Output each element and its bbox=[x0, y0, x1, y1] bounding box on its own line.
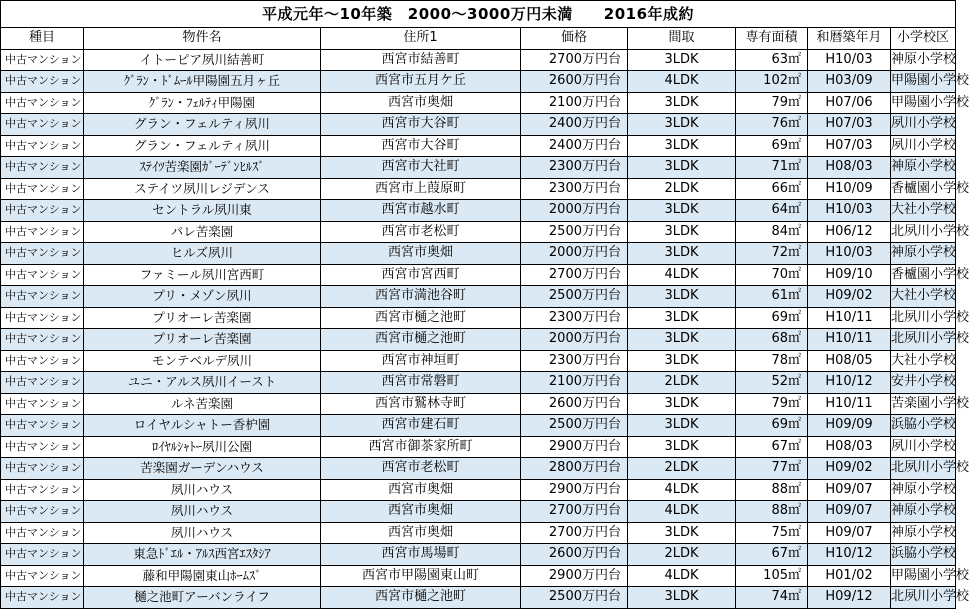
cell-type[interactable]: 中古マンション bbox=[1, 458, 84, 480]
cell-built[interactable]: H09/07 bbox=[808, 501, 891, 523]
cell-type[interactable]: 中古マンション bbox=[1, 264, 84, 286]
cell-built[interactable]: H09/12 bbox=[808, 587, 891, 609]
cell-price[interactable]: 2300万円台 bbox=[521, 350, 628, 372]
cell-school[interactable]: 大社小学校 bbox=[891, 200, 956, 222]
cell-area[interactable]: 74㎡ bbox=[736, 587, 808, 609]
cell-layout[interactable]: 3LDK bbox=[628, 415, 736, 437]
header-cell-built[interactable]: 和暦築年月 bbox=[808, 28, 891, 50]
table-row bbox=[1, 200, 956, 222]
cell-price[interactable]: 2700万円台 bbox=[521, 49, 628, 71]
cell-type[interactable]: 中古マンション bbox=[1, 415, 84, 437]
cell-school[interactable]: 安井小学校 bbox=[891, 372, 956, 394]
table-row bbox=[1, 49, 956, 71]
cell-type[interactable]: 中古マンション bbox=[1, 350, 84, 372]
cell-name[interactable]: パレ苦楽園 bbox=[84, 221, 321, 243]
cell-address[interactable]: 西宮市結善町 bbox=[321, 49, 521, 71]
cell-type[interactable]: 中古マンション bbox=[1, 243, 84, 265]
cell-type[interactable]: 中古マンション bbox=[1, 587, 84, 609]
cell-built[interactable]: H07/03 bbox=[808, 114, 891, 136]
cell-type[interactable]: 中古マンション bbox=[1, 565, 84, 587]
cell-school[interactable]: 大社小学校 bbox=[891, 286, 956, 308]
cell-layout[interactable]: 4LDK bbox=[628, 501, 736, 523]
header-cell-name[interactable]: 物件名 bbox=[84, 28, 321, 50]
table-row bbox=[1, 71, 956, 93]
cell-layout[interactable]: 3LDK bbox=[628, 522, 736, 544]
cell-school[interactable]: 甲陽園小学校 bbox=[891, 565, 956, 587]
cell-layout[interactable]: 3LDK bbox=[628, 200, 736, 222]
cell-layout[interactable]: 2LDK bbox=[628, 544, 736, 566]
cell-built[interactable]: H09/07 bbox=[808, 479, 891, 501]
cell-price[interactable]: 2000万円台 bbox=[521, 329, 628, 351]
cell-price[interactable]: 2900万円台 bbox=[521, 436, 628, 458]
table-row bbox=[1, 458, 956, 480]
cell-name[interactable]: ステイツ夙川レジデンス bbox=[84, 178, 321, 200]
cell-built[interactable]: H09/02 bbox=[808, 458, 891, 480]
cell-type[interactable]: 中古マンション bbox=[1, 157, 84, 179]
table-row bbox=[1, 501, 956, 523]
header-row bbox=[1, 28, 956, 50]
cell-address[interactable]: 西宮市樋之池町 bbox=[321, 307, 521, 329]
cell-price[interactable]: 2900万円台 bbox=[521, 565, 628, 587]
cell-type[interactable]: 中古マンション bbox=[1, 286, 84, 308]
cell-price[interactable]: 2700万円台 bbox=[521, 522, 628, 544]
cell-address[interactable]: 西宮市宮西町 bbox=[321, 264, 521, 286]
cell-built[interactable]: H03/09 bbox=[808, 71, 891, 93]
cell-school[interactable]: 神原小学校 bbox=[891, 243, 956, 265]
sheet-title[interactable]: 平成元年～10年築 2000～3000万円未満 2016年成約 bbox=[1, 1, 956, 28]
cell-layout[interactable]: 3LDK bbox=[628, 243, 736, 265]
cell-price[interactable]: 2500万円台 bbox=[521, 221, 628, 243]
header-cell-address[interactable]: 住所1 bbox=[321, 28, 521, 50]
cell-area[interactable]: 78㎡ bbox=[736, 350, 808, 372]
cell-school[interactable]: 香櫨園小学校 bbox=[891, 264, 956, 286]
table-row bbox=[1, 393, 956, 415]
cell-built[interactable]: H10/03 bbox=[808, 200, 891, 222]
cell-built[interactable]: H10/11 bbox=[808, 393, 891, 415]
cell-area[interactable]: 102㎡ bbox=[736, 71, 808, 93]
cell-type[interactable]: 中古マンション bbox=[1, 544, 84, 566]
cell-layout[interactable]: 3LDK bbox=[628, 587, 736, 609]
cell-price[interactable]: 2500万円台 bbox=[521, 415, 628, 437]
cell-built[interactable]: H10/03 bbox=[808, 49, 891, 71]
cell-school[interactable]: 浜脇小学校 bbox=[891, 415, 956, 437]
cell-layout[interactable]: 4LDK bbox=[628, 264, 736, 286]
cell-school[interactable]: 神原小学校 bbox=[891, 501, 956, 523]
cell-type[interactable]: 中古マンション bbox=[1, 114, 84, 136]
cell-name[interactable]: ﾛｲﾔﾙｼｬﾄｰ夙川公園 bbox=[84, 436, 321, 458]
cell-address[interactable]: 西宮市大谷町 bbox=[321, 114, 521, 136]
cell-name[interactable]: プリオーレ苦楽園 bbox=[84, 307, 321, 329]
cell-built[interactable]: H09/02 bbox=[808, 286, 891, 308]
cell-school[interactable]: 北夙川小学校 bbox=[891, 329, 956, 351]
cell-layout[interactable]: 3LDK bbox=[628, 221, 736, 243]
cell-type[interactable]: 中古マンション bbox=[1, 436, 84, 458]
cell-type[interactable]: 中古マンション bbox=[1, 49, 84, 71]
cell-built[interactable]: H01/02 bbox=[808, 565, 891, 587]
cell-type[interactable]: 中古マンション bbox=[1, 522, 84, 544]
cell-built[interactable]: H09/10 bbox=[808, 264, 891, 286]
cell-address[interactable]: 西宮市奥畑 bbox=[321, 243, 521, 265]
cell-built[interactable]: H08/03 bbox=[808, 436, 891, 458]
cell-school[interactable]: 神原小学校 bbox=[891, 157, 956, 179]
cell-price[interactable]: 2500万円台 bbox=[521, 587, 628, 609]
cell-layout[interactable]: 3LDK bbox=[628, 307, 736, 329]
cell-built[interactable]: H10/12 bbox=[808, 372, 891, 394]
cell-name[interactable]: ルネ苦楽園 bbox=[84, 393, 321, 415]
cell-price[interactable]: 2700万円台 bbox=[521, 264, 628, 286]
cell-address[interactable]: 西宮市奥畑 bbox=[321, 501, 521, 523]
cell-address[interactable]: 西宮市老松町 bbox=[321, 221, 521, 243]
cell-price[interactable]: 2400万円台 bbox=[521, 135, 628, 157]
cell-layout[interactable]: 2LDK bbox=[628, 372, 736, 394]
cell-layout[interactable]: 3LDK bbox=[628, 436, 736, 458]
cell-layout[interactable]: 3LDK bbox=[628, 157, 736, 179]
cell-address[interactable]: 西宮市常磐町 bbox=[321, 372, 521, 394]
cell-price[interactable]: 2100万円台 bbox=[521, 372, 628, 394]
table-row bbox=[1, 329, 956, 351]
cell-name[interactable]: ユニ・アルス夙川イースト bbox=[84, 372, 321, 394]
cell-area[interactable]: 84㎡ bbox=[736, 221, 808, 243]
cell-name[interactable]: ファミール夙川宮西町 bbox=[84, 264, 321, 286]
cell-built[interactable]: H10/11 bbox=[808, 329, 891, 351]
cell-area[interactable]: 71㎡ bbox=[736, 157, 808, 179]
cell-school[interactable]: 苦楽園小学校 bbox=[891, 393, 956, 415]
cell-price[interactable]: 2600万円台 bbox=[521, 71, 628, 93]
cell-name[interactable]: 苦楽園ガーデンハウス bbox=[84, 458, 321, 480]
cell-built[interactable]: H09/09 bbox=[808, 415, 891, 437]
table-row bbox=[1, 286, 956, 308]
cell-name[interactable]: 樋之池町アーバンライフ bbox=[84, 587, 321, 609]
cell-school[interactable]: 神原小学校 bbox=[891, 479, 956, 501]
table-row bbox=[1, 243, 956, 265]
cell-area[interactable]: 66㎡ bbox=[736, 178, 808, 200]
cell-price[interactable]: 2600万円台 bbox=[521, 544, 628, 566]
cell-area[interactable]: 88㎡ bbox=[736, 501, 808, 523]
cell-name[interactable]: グラン・フェルティ夙川 bbox=[84, 114, 321, 136]
cell-school[interactable]: 香櫨園小学校 bbox=[891, 178, 956, 200]
cell-built[interactable]: H10/11 bbox=[808, 307, 891, 329]
cell-area[interactable]: 105㎡ bbox=[736, 565, 808, 587]
cell-type[interactable]: 中古マンション bbox=[1, 501, 84, 523]
cell-price[interactable]: 2300万円台 bbox=[521, 157, 628, 179]
cell-name[interactable]: 夙川ハウス bbox=[84, 522, 321, 544]
cell-school[interactable]: 北夙川小学校 bbox=[891, 221, 956, 243]
cell-address[interactable]: 西宮市御茶家所町 bbox=[321, 436, 521, 458]
cell-school[interactable]: 北夙川小学校 bbox=[891, 307, 956, 329]
header-cell-school[interactable]: 小学校区 bbox=[891, 28, 956, 50]
cell-layout[interactable]: 3LDK bbox=[628, 286, 736, 308]
cell-layout[interactable]: 2LDK bbox=[628, 458, 736, 480]
cell-area[interactable]: 70㎡ bbox=[736, 264, 808, 286]
cell-address[interactable]: 西宮市奥畑 bbox=[321, 92, 521, 114]
table-row bbox=[1, 372, 956, 394]
cell-school[interactable]: 北夙川小学校 bbox=[891, 587, 956, 609]
cell-type[interactable]: 中古マンション bbox=[1, 135, 84, 157]
cell-layout[interactable]: 4LDK bbox=[628, 479, 736, 501]
cell-school[interactable]: 神原小学校 bbox=[891, 49, 956, 71]
cell-built[interactable]: H08/03 bbox=[808, 157, 891, 179]
cell-area[interactable]: 76㎡ bbox=[736, 114, 808, 136]
cell-area[interactable]: 67㎡ bbox=[736, 544, 808, 566]
header-cell-area[interactable]: 専有面積 bbox=[736, 28, 808, 50]
cell-address[interactable]: 西宮市五月ケ丘 bbox=[321, 71, 521, 93]
cell-area[interactable]: 52㎡ bbox=[736, 372, 808, 394]
header-cell-layout[interactable]: 間取 bbox=[628, 28, 736, 50]
cell-name[interactable]: 夙川ハウス bbox=[84, 501, 321, 523]
cell-layout[interactable]: 4LDK bbox=[628, 71, 736, 93]
cell-name[interactable]: ｽﾃｲﾂ苦楽園ｶﾞｰﾃﾞﾝﾋﾙｽﾞ bbox=[84, 157, 321, 179]
table-row bbox=[1, 522, 956, 544]
cell-price[interactable]: 2700万円台 bbox=[521, 501, 628, 523]
cell-type[interactable]: 中古マンション bbox=[1, 307, 84, 329]
table-row bbox=[1, 221, 956, 243]
table-row bbox=[1, 135, 956, 157]
cell-type[interactable]: 中古マンション bbox=[1, 479, 84, 501]
cell-name[interactable]: モンテベルデ夙川 bbox=[84, 350, 321, 372]
cell-name[interactable]: 東急ﾄﾞｴﾙ・ｱﾙｽ西宮ｴｽﾀｼｱ bbox=[84, 544, 321, 566]
cell-price[interactable]: 2500万円台 bbox=[521, 286, 628, 308]
cell-address[interactable]: 西宮市大社町 bbox=[321, 157, 521, 179]
cell-area[interactable]: 72㎡ bbox=[736, 243, 808, 265]
table-row bbox=[1, 157, 956, 179]
table-row bbox=[1, 264, 956, 286]
cell-built[interactable]: H10/09 bbox=[808, 178, 891, 200]
cell-area[interactable]: 67㎡ bbox=[736, 436, 808, 458]
table-row bbox=[1, 114, 956, 136]
cell-layout[interactable]: 3LDK bbox=[628, 92, 736, 114]
cell-area[interactable]: 79㎡ bbox=[736, 393, 808, 415]
cell-price[interactable]: 2900万円台 bbox=[521, 479, 628, 501]
cell-school[interactable]: 甲陽園小学校 bbox=[891, 92, 956, 114]
cell-name[interactable]: ロイヤルシャトー香枦園 bbox=[84, 415, 321, 437]
cell-name[interactable]: ヒルズ夙川 bbox=[84, 243, 321, 265]
cell-address[interactable]: 西宮市樋之池町 bbox=[321, 587, 521, 609]
table-row bbox=[1, 587, 956, 609]
cell-name[interactable]: グラン・フェルティ夙川 bbox=[84, 135, 321, 157]
cell-school[interactable]: 甲陽園小学校 bbox=[891, 71, 956, 93]
cell-area[interactable]: 79㎡ bbox=[736, 92, 808, 114]
cell-type[interactable]: 中古マンション bbox=[1, 71, 84, 93]
cell-area[interactable]: 75㎡ bbox=[736, 522, 808, 544]
cell-price[interactable]: 2800万円台 bbox=[521, 458, 628, 480]
cell-area[interactable]: 69㎡ bbox=[736, 415, 808, 437]
cell-built[interactable]: H07/03 bbox=[808, 135, 891, 157]
table-row bbox=[1, 479, 956, 501]
cell-address[interactable]: 西宮市建石町 bbox=[321, 415, 521, 437]
cell-layout[interactable]: 3LDK bbox=[628, 393, 736, 415]
table-row bbox=[1, 415, 956, 437]
cell-type[interactable]: 中古マンション bbox=[1, 372, 84, 394]
cell-name[interactable]: 夙川ハウス bbox=[84, 479, 321, 501]
cell-name[interactable]: プリオーレ苦楽園 bbox=[84, 329, 321, 351]
cell-address[interactable]: 西宮市上葭原町 bbox=[321, 178, 521, 200]
cell-type[interactable]: 中古マンション bbox=[1, 200, 84, 222]
cell-layout[interactable]: 3LDK bbox=[628, 49, 736, 71]
cell-built[interactable]: H08/05 bbox=[808, 350, 891, 372]
title-row bbox=[1, 1, 956, 28]
cell-school[interactable]: 神原小学校 bbox=[891, 522, 956, 544]
cell-area[interactable]: 69㎡ bbox=[736, 135, 808, 157]
table-row bbox=[1, 307, 956, 329]
table-row bbox=[1, 92, 956, 114]
cell-area[interactable]: 88㎡ bbox=[736, 479, 808, 501]
header-cell-price[interactable]: 価格 bbox=[521, 28, 628, 50]
cell-layout[interactable]: 3LDK bbox=[628, 114, 736, 136]
cell-name[interactable]: イトーピア夙川結善町 bbox=[84, 49, 321, 71]
cell-name[interactable]: プリ・メゾン夙川 bbox=[84, 286, 321, 308]
cell-area[interactable]: 77㎡ bbox=[736, 458, 808, 480]
cell-price[interactable]: 2300万円台 bbox=[521, 307, 628, 329]
cell-area[interactable]: 63㎡ bbox=[736, 49, 808, 71]
cell-price[interactable]: 2100万円台 bbox=[521, 92, 628, 114]
cell-address[interactable]: 西宮市馬場町 bbox=[321, 544, 521, 566]
table-row bbox=[1, 178, 956, 200]
cell-school[interactable]: 夙川小学校 bbox=[891, 114, 956, 136]
cell-price[interactable]: 2000万円台 bbox=[521, 243, 628, 265]
cell-school[interactable]: 北夙川小学校 bbox=[891, 458, 956, 480]
cell-price[interactable]: 2400万円台 bbox=[521, 114, 628, 136]
cell-name[interactable]: 藤和甲陽園東山ﾎｰﾑｽﾞ bbox=[84, 565, 321, 587]
cell-layout[interactable]: 4LDK bbox=[628, 565, 736, 587]
cell-price[interactable]: 2000万円台 bbox=[521, 200, 628, 222]
cell-type[interactable]: 中古マンション bbox=[1, 221, 84, 243]
cell-address[interactable]: 西宮市樋之池町 bbox=[321, 329, 521, 351]
cell-built[interactable]: H07/06 bbox=[808, 92, 891, 114]
cell-layout[interactable]: 3LDK bbox=[628, 350, 736, 372]
cell-address[interactable]: 西宮市甲陽園東山町 bbox=[321, 565, 521, 587]
cell-area[interactable]: 69㎡ bbox=[736, 307, 808, 329]
cell-school[interactable]: 夙川小学校 bbox=[891, 135, 956, 157]
cell-address[interactable]: 西宮市大谷町 bbox=[321, 135, 521, 157]
cell-area[interactable]: 61㎡ bbox=[736, 286, 808, 308]
cell-address[interactable]: 西宮市満池谷町 bbox=[321, 286, 521, 308]
cell-address[interactable]: 西宮市越水町 bbox=[321, 200, 521, 222]
cell-address[interactable]: 西宮市神垣町 bbox=[321, 350, 521, 372]
cell-layout[interactable]: 3LDK bbox=[628, 329, 736, 351]
cell-area[interactable]: 64㎡ bbox=[736, 200, 808, 222]
cell-layout[interactable]: 3LDK bbox=[628, 135, 736, 157]
cell-name[interactable]: ｸﾞﾗﾝ・ﾄﾞﾑｰﾙ甲陽園五月ヶ丘 bbox=[84, 71, 321, 93]
cell-price[interactable]: 2300万円台 bbox=[521, 178, 628, 200]
cell-built[interactable]: H09/07 bbox=[808, 522, 891, 544]
cell-address[interactable]: 西宮市奥畑 bbox=[321, 479, 521, 501]
cell-layout[interactable]: 2LDK bbox=[628, 178, 736, 200]
table-row bbox=[1, 350, 956, 372]
cell-school[interactable]: 夙川小学校 bbox=[891, 436, 956, 458]
cell-area[interactable]: 68㎡ bbox=[736, 329, 808, 351]
cell-address[interactable]: 西宮市老松町 bbox=[321, 458, 521, 480]
cell-built[interactable]: H10/12 bbox=[808, 544, 891, 566]
cell-address[interactable]: 西宮市鷲林寺町 bbox=[321, 393, 521, 415]
cell-type[interactable]: 中古マンション bbox=[1, 393, 84, 415]
header-cell-type[interactable]: 種目 bbox=[1, 28, 84, 50]
cell-address[interactable]: 西宮市奥畑 bbox=[321, 522, 521, 544]
cell-type[interactable]: 中古マンション bbox=[1, 178, 84, 200]
cell-type[interactable]: 中古マンション bbox=[1, 329, 84, 351]
cell-built[interactable]: H06/12 bbox=[808, 221, 891, 243]
cell-school[interactable]: 大社小学校 bbox=[891, 350, 956, 372]
cell-name[interactable]: セントラル夙川東 bbox=[84, 200, 321, 222]
cell-built[interactable]: H10/03 bbox=[808, 243, 891, 265]
table-row bbox=[1, 565, 956, 587]
cell-school[interactable]: 浜脇小学校 bbox=[891, 544, 956, 566]
cell-price[interactable]: 2600万円台 bbox=[521, 393, 628, 415]
table-row bbox=[1, 544, 956, 566]
cell-type[interactable]: 中古マンション bbox=[1, 92, 84, 114]
cell-name[interactable]: ｸﾞﾗﾝ・ﾌｪﾙﾃｨ甲陽園 bbox=[84, 92, 321, 114]
table-row bbox=[1, 436, 956, 458]
